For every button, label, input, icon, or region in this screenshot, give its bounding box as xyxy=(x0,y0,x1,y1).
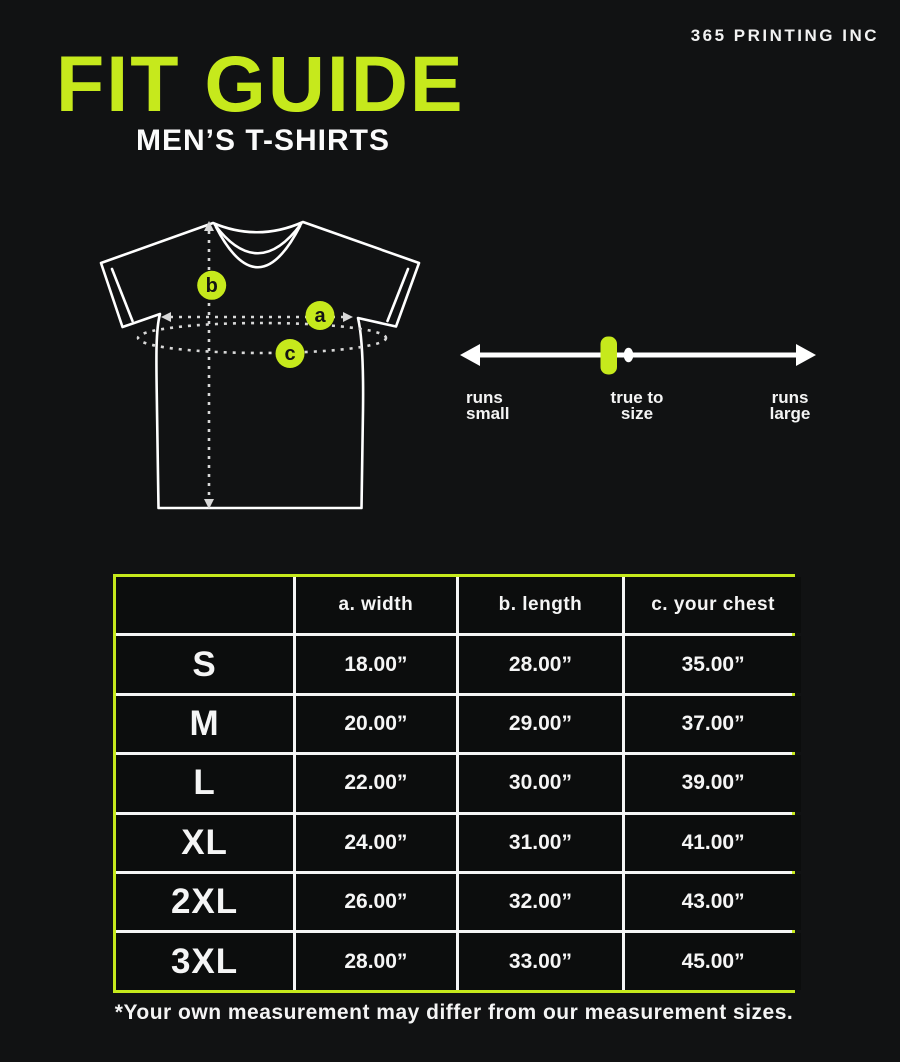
brand-name: 365 PRINTING INC xyxy=(690,26,879,45)
fit-indicator-pill xyxy=(601,337,618,375)
width-value: 18.00” xyxy=(296,636,456,692)
runs-large-arrowhead xyxy=(796,344,816,366)
width-value: 22.00” xyxy=(296,755,456,811)
size-label: XL xyxy=(116,815,293,871)
width-value: 28.00” xyxy=(296,933,456,989)
right-cuff-seam xyxy=(388,269,409,321)
runs-large-label: runs large xyxy=(769,388,811,423)
header-corner-cell xyxy=(116,577,293,633)
measurement-lines xyxy=(138,231,386,499)
chest-marker-letter: c xyxy=(284,343,296,365)
tshirt-measurement-diagram xyxy=(80,195,440,535)
runs-small-label: runs small xyxy=(466,388,510,423)
length-marker-letter: b xyxy=(205,275,218,297)
width-marker-letter: a xyxy=(314,305,326,327)
size-table xyxy=(113,574,795,993)
length-value: 32.00” xyxy=(459,874,623,930)
chest-dotted-ellipse xyxy=(138,323,386,353)
length-value: 30.00” xyxy=(459,755,623,811)
size-label: M xyxy=(116,696,293,752)
size-label: S xyxy=(116,636,293,692)
width-value: 26.00” xyxy=(296,874,456,930)
length-value: 31.00” xyxy=(459,815,623,871)
column-header-width: a. width xyxy=(296,577,456,633)
chest-value: 35.00” xyxy=(625,636,801,692)
measurement-disclaimer: *Your own measurement may differ from our measurement sizes. xyxy=(114,1001,794,1024)
length-value: 29.00” xyxy=(459,696,623,752)
chest-value: 39.00” xyxy=(625,755,801,811)
page-title: FIT GUIDE xyxy=(56,39,465,128)
width-value: 20.00” xyxy=(296,696,456,752)
fit-scale xyxy=(440,320,840,395)
size-label: L xyxy=(116,755,293,811)
measurement-arrows xyxy=(161,221,353,509)
tshirt-outline xyxy=(101,222,419,508)
size-label: 3XL xyxy=(116,933,293,989)
true-to-size-label: true to size xyxy=(610,388,664,423)
runs-small-arrowhead xyxy=(460,344,480,366)
column-header-chest: c. your chest xyxy=(625,577,801,633)
chest-value: 41.00” xyxy=(625,815,801,871)
page-subtitle: MEN’S T-SHIRTS xyxy=(135,124,390,157)
length-value: 33.00” xyxy=(459,933,623,989)
length-value: 28.00” xyxy=(459,636,623,692)
column-header-length: b. length xyxy=(459,577,623,633)
left-cuff-seam xyxy=(112,269,133,321)
marker-badges xyxy=(197,271,334,368)
chest-value: 43.00” xyxy=(625,874,801,930)
fit-indicator-dot xyxy=(624,348,634,362)
size-label: 2XL xyxy=(116,874,293,930)
chest-value: 37.00” xyxy=(625,696,801,752)
width-value: 24.00” xyxy=(296,815,456,871)
chest-value: 45.00” xyxy=(625,933,801,989)
